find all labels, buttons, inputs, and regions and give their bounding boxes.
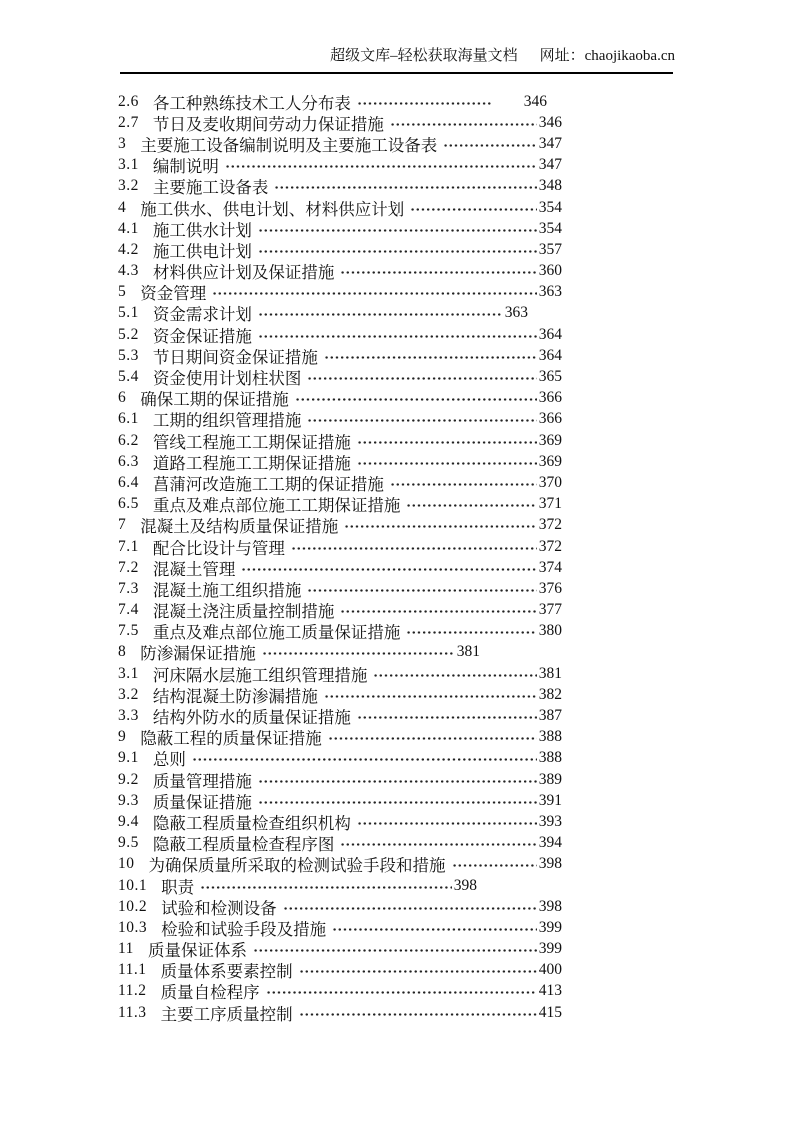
toc-entry-page: 348 (538, 177, 562, 195)
header-rule (120, 72, 673, 74)
toc-entry-title: 质量自检程序 (160, 983, 260, 1003)
toc-entry (118, 239, 562, 260)
toc-entry-title: 资金保证措施 (152, 326, 252, 346)
toc-entry-title: 主要施工设备表 (152, 178, 269, 198)
toc-entry-number: 11.3 (118, 1003, 147, 1021)
site-url (540, 47, 675, 66)
toc-entry-title: 防渗漏保证措施 (140, 644, 256, 664)
toc-entry-title: 施工供水、供电计划、材料供应计划 (140, 199, 405, 219)
toc-entry-page: 381 (456, 643, 480, 661)
dot-leader (357, 101, 492, 106)
toc-entry-number: 9 (118, 728, 127, 746)
toc-entry-title: 试验和检测设备 (161, 898, 277, 918)
dot-leader (258, 228, 537, 233)
toc-entry-title: 结构混凝土防渗漏措施 (152, 686, 318, 706)
toc-entry-title: 结构外防水的质量保证措施 (152, 708, 351, 728)
toc-entry-number: 7.1 (118, 537, 139, 555)
toc-entry-title: 确保工期的保证措施 (140, 390, 289, 410)
toc-entry-title: 质量保证措施 (152, 792, 252, 812)
toc-entry-title: 道路工程施工工期保证措施 (152, 453, 351, 473)
toc-entry-number: 11.1 (118, 961, 147, 979)
toc-entry-page: 376 (538, 579, 562, 597)
toc-entry-number: 9.3 (118, 791, 139, 809)
site-slogan: 超级文库–轻松获取海量文档 (330, 48, 518, 64)
toc-entry (118, 515, 562, 536)
dot-leader (410, 207, 537, 212)
toc-entry-number: 2.6 (118, 92, 139, 110)
toc-entry-title: 配合比设计与管理 (152, 538, 285, 558)
toc-entry-page: 369 (538, 452, 562, 470)
dot-leader (258, 800, 537, 805)
toc-entry-title: 职责 (161, 877, 195, 897)
toc-entry (118, 557, 562, 578)
toc-entry (118, 494, 562, 515)
dot-leader (443, 143, 537, 148)
toc-entry (118, 261, 562, 282)
toc-entry-title: 菖蒲河改造施工工期的保证措施 (152, 474, 384, 494)
toc-entry-title: 节日期间资金保证措施 (152, 347, 318, 367)
toc-entry-title: 主要施工设备编制说明及主要施工设备表 (140, 135, 438, 155)
toc-entry-title: 总则 (152, 750, 186, 770)
toc-entry-number: 5.3 (118, 346, 139, 364)
toc-entry (118, 600, 562, 621)
toc-entry-number: 4.2 (118, 240, 139, 258)
toc-entry-number: 7.5 (118, 622, 139, 640)
dot-leader (192, 757, 537, 762)
toc-entry (118, 917, 562, 938)
dot-leader (357, 440, 537, 445)
toc-entry-page: 363 (504, 304, 528, 322)
toc-entry-page: 381 (538, 664, 562, 682)
toc-entry (118, 218, 562, 239)
toc-entry-title: 质量管理措施 (152, 771, 252, 791)
dot-leader (262, 651, 455, 656)
toc-entry-page: 369 (538, 431, 562, 449)
toc-entry-number: 11.2 (118, 982, 147, 1000)
toc-entry-page: 398 (538, 897, 562, 915)
toc-entry-number: 9.2 (118, 770, 139, 788)
toc-entry-page: 364 (538, 346, 562, 364)
toc-entry-number: 7 (118, 516, 127, 534)
toc-entry-number: 10 (118, 855, 135, 873)
toc-entry (118, 769, 562, 790)
toc-entry (118, 981, 562, 1002)
toc-entry-page: 398 (538, 855, 562, 873)
toc-entry-number: 3.1 (118, 156, 139, 174)
dot-leader (274, 185, 536, 190)
dot-leader (283, 906, 537, 911)
dot-leader (253, 948, 537, 953)
dot-leader (258, 779, 537, 784)
toc-entry (118, 536, 562, 557)
toc-entry-number: 3.3 (118, 707, 139, 725)
toc-entry-page: 357 (538, 240, 562, 258)
dot-leader (344, 524, 537, 529)
toc-entry-number: 5 (118, 283, 127, 301)
toc-entry-title: 重点及难点部位施工工期保证措施 (152, 496, 401, 516)
toc-entry-page: 391 (538, 791, 562, 809)
toc-entry (118, 303, 528, 324)
toc-entry-page: 389 (538, 770, 562, 788)
toc-entry (118, 790, 562, 811)
toc-entry (118, 663, 562, 684)
toc-entry-page: 366 (538, 410, 562, 428)
site-banner (330, 47, 675, 66)
dot-leader (212, 291, 537, 296)
toc-entry (118, 451, 562, 472)
toc-entry (118, 133, 562, 154)
toc-entry (118, 875, 477, 896)
toc-entry-page: 382 (538, 685, 562, 703)
toc-entry-page: 354 (538, 198, 562, 216)
toc-entry-page: 380 (538, 622, 562, 640)
toc-entry (118, 833, 562, 854)
toc-entry-title: 施工供水计划 (152, 220, 252, 240)
dot-leader (307, 376, 536, 381)
toc-entry-page: 372 (538, 516, 562, 534)
toc-entry-page: 354 (538, 219, 562, 237)
dot-leader (357, 715, 537, 720)
toc-entry-title: 施工供电计划 (152, 241, 252, 261)
toc-entry (118, 388, 562, 409)
dot-leader (390, 122, 537, 127)
toc-entry-title: 各工种熟练技术工人分布表 (152, 93, 351, 113)
toc-entry-title: 资金管理 (140, 284, 207, 304)
toc-entry-number: 6.4 (118, 473, 139, 491)
toc-entry (118, 727, 562, 748)
toc-entry-number: 5.2 (118, 325, 139, 343)
toc-entry-number: 9.4 (118, 812, 139, 830)
dot-leader (258, 312, 503, 317)
toc-entry (118, 811, 562, 832)
site-url-value: chaojikaoba.cn (584, 48, 675, 64)
toc-entry-title: 质量保证体系 (147, 941, 247, 961)
toc-entry-page: 347 (538, 156, 562, 174)
dot-leader (299, 1012, 537, 1017)
site-url-label: 网址： (539, 48, 585, 64)
toc-entry-page: 363 (538, 283, 562, 301)
dot-leader (390, 482, 537, 487)
toc-entry (118, 642, 480, 663)
dot-leader (357, 461, 537, 466)
toc-entry-number: 6 (118, 389, 127, 407)
toc-entry-page: 366 (538, 389, 562, 407)
toc-entry-title: 资金使用计划柱状图 (152, 369, 302, 389)
dot-leader (340, 842, 536, 847)
toc-entry (118, 896, 562, 917)
toc-entry-number: 5.4 (118, 368, 139, 386)
toc-entry-title: 管线工程施工工期保证措施 (152, 432, 351, 452)
toc-entry-number: 3 (118, 134, 127, 152)
toc-entry (118, 748, 562, 769)
toc-entry-page: 413 (538, 982, 562, 1000)
toc-entry-number: 8 (118, 643, 127, 661)
dot-leader (340, 270, 536, 275)
dot-leader (200, 885, 452, 890)
toc-entry-number: 7.4 (118, 601, 139, 619)
toc-entry (118, 960, 562, 981)
toc-entry-number: 3.2 (118, 177, 139, 195)
dot-leader (299, 969, 537, 974)
toc-entry-page: 346 (523, 92, 547, 110)
toc-entry-title: 混凝土及结构质量保证措施 (140, 517, 339, 537)
dot-leader (406, 630, 536, 635)
toc-entry-title: 河床隔水层施工组织管理措施 (152, 665, 368, 685)
toc-entry-title: 混凝土施工组织措施 (152, 580, 302, 600)
dot-leader (266, 990, 537, 995)
dot-leader (291, 546, 537, 551)
toc-entry-title: 编制说明 (152, 157, 219, 177)
toc-entry-title: 质量体系要素控制 (160, 962, 293, 982)
dot-leader (258, 249, 537, 254)
toc-entry-number: 10.1 (118, 876, 148, 894)
dot-leader (340, 609, 536, 614)
toc-entry (118, 578, 562, 599)
toc-entry-title: 隐蔽工程质量检查程序图 (152, 835, 335, 855)
toc-entry (118, 705, 562, 726)
toc-entry (118, 176, 562, 197)
toc-entry (118, 91, 547, 112)
toc-entry (118, 197, 562, 218)
toc-entry-title: 重点及难点部位施工质量保证措施 (152, 623, 401, 643)
dot-leader (328, 736, 537, 741)
dot-leader (406, 503, 536, 508)
toc-entry-page: 399 (538, 918, 562, 936)
toc-entry-number: 9.1 (118, 749, 139, 767)
toc-entry-page: 394 (538, 834, 562, 852)
dot-leader (324, 355, 537, 360)
toc-entry-number: 10.3 (118, 918, 148, 936)
toc-entry-number: 4 (118, 198, 127, 216)
toc-entry (118, 345, 562, 366)
toc-entry-number: 6.2 (118, 431, 139, 449)
dot-leader (258, 334, 537, 339)
toc-list (118, 91, 562, 1023)
toc-entry-number: 3.2 (118, 685, 139, 703)
toc-entry-title: 混凝土管理 (152, 559, 236, 579)
toc-entry (118, 430, 562, 451)
toc-entry-title: 混凝土浇注质量控制措施 (152, 602, 335, 622)
toc-entry-page: 415 (538, 1003, 562, 1021)
toc-entry-title: 资金需求计划 (152, 305, 252, 325)
dot-leader (307, 418, 536, 423)
toc-entry-page: 377 (538, 601, 562, 619)
toc-entry (118, 324, 562, 345)
toc-entry-number: 7.3 (118, 579, 139, 597)
toc-entry (118, 472, 562, 493)
toc-entry-title: 主要工序质量控制 (160, 1004, 293, 1024)
toc-entry-number: 5.1 (118, 304, 139, 322)
toc-entry-number: 2.7 (118, 113, 139, 131)
dot-leader (452, 863, 537, 868)
toc-entry-number: 9.5 (118, 834, 139, 852)
toc-entry-number: 4.3 (118, 262, 139, 280)
toc-entry (118, 155, 562, 176)
toc-entry (118, 684, 562, 705)
toc-entry-number: 6.5 (118, 495, 139, 513)
toc-entry-page: 365 (538, 368, 562, 386)
toc-entry-page: 398 (453, 876, 477, 894)
toc-entry (118, 112, 562, 133)
toc-entry-title: 为确保质量所采取的检测试验手段和措施 (148, 856, 446, 876)
toc-entry-page: 372 (538, 537, 562, 555)
toc-entry-title: 隐蔽工程的质量保证措施 (140, 729, 322, 749)
toc-entry-page: 387 (538, 707, 562, 725)
dot-leader (357, 821, 537, 826)
toc-entry-page: 393 (538, 812, 562, 830)
toc-entry-number: 7.2 (118, 558, 139, 576)
toc-entry (118, 939, 562, 960)
toc-entry-title: 隐蔽工程质量检查组织机构 (152, 813, 351, 833)
toc-entry-number: 11 (118, 940, 134, 958)
toc-entry-number: 3.1 (118, 664, 139, 682)
toc-entry (118, 409, 562, 430)
toc-entry-page: 399 (538, 940, 562, 958)
dot-leader (225, 164, 537, 169)
dot-leader (241, 567, 536, 572)
toc-entry-number: 10.2 (118, 897, 148, 915)
dot-leader (307, 588, 536, 593)
toc-entry (118, 366, 562, 387)
toc-entry-title: 材料供应计划及保证措施 (152, 263, 335, 283)
dot-leader (332, 927, 537, 932)
toc-entry (118, 854, 562, 875)
dot-leader (324, 694, 537, 699)
toc-entry-page: 346 (538, 113, 562, 131)
toc-entry-number: 6.3 (118, 452, 139, 470)
toc-entry-page: 371 (538, 495, 562, 513)
toc-entry (118, 1002, 562, 1023)
toc-entry (118, 282, 562, 303)
toc-entry-page: 388 (538, 728, 562, 746)
dot-leader (295, 397, 537, 402)
toc-entry-page: 400 (538, 961, 562, 979)
toc-entry-number: 6.1 (118, 410, 139, 428)
toc-entry-title: 检验和试验手段及措施 (161, 919, 327, 939)
toc-entry-title: 工期的组织管理措施 (152, 411, 302, 431)
toc-entry (118, 621, 562, 642)
toc-entry-title: 节日及麦收期间劳动力保证措施 (152, 114, 384, 134)
toc-entry-page: 364 (538, 325, 562, 343)
toc-entry-page: 360 (538, 262, 562, 280)
toc-entry-page: 370 (538, 473, 562, 491)
dot-leader (373, 673, 536, 678)
toc-entry-page: 374 (538, 558, 562, 576)
toc-entry-page: 347 (538, 134, 562, 152)
toc-entry-page: 388 (538, 749, 562, 767)
toc-entry-number: 4.1 (118, 219, 139, 237)
